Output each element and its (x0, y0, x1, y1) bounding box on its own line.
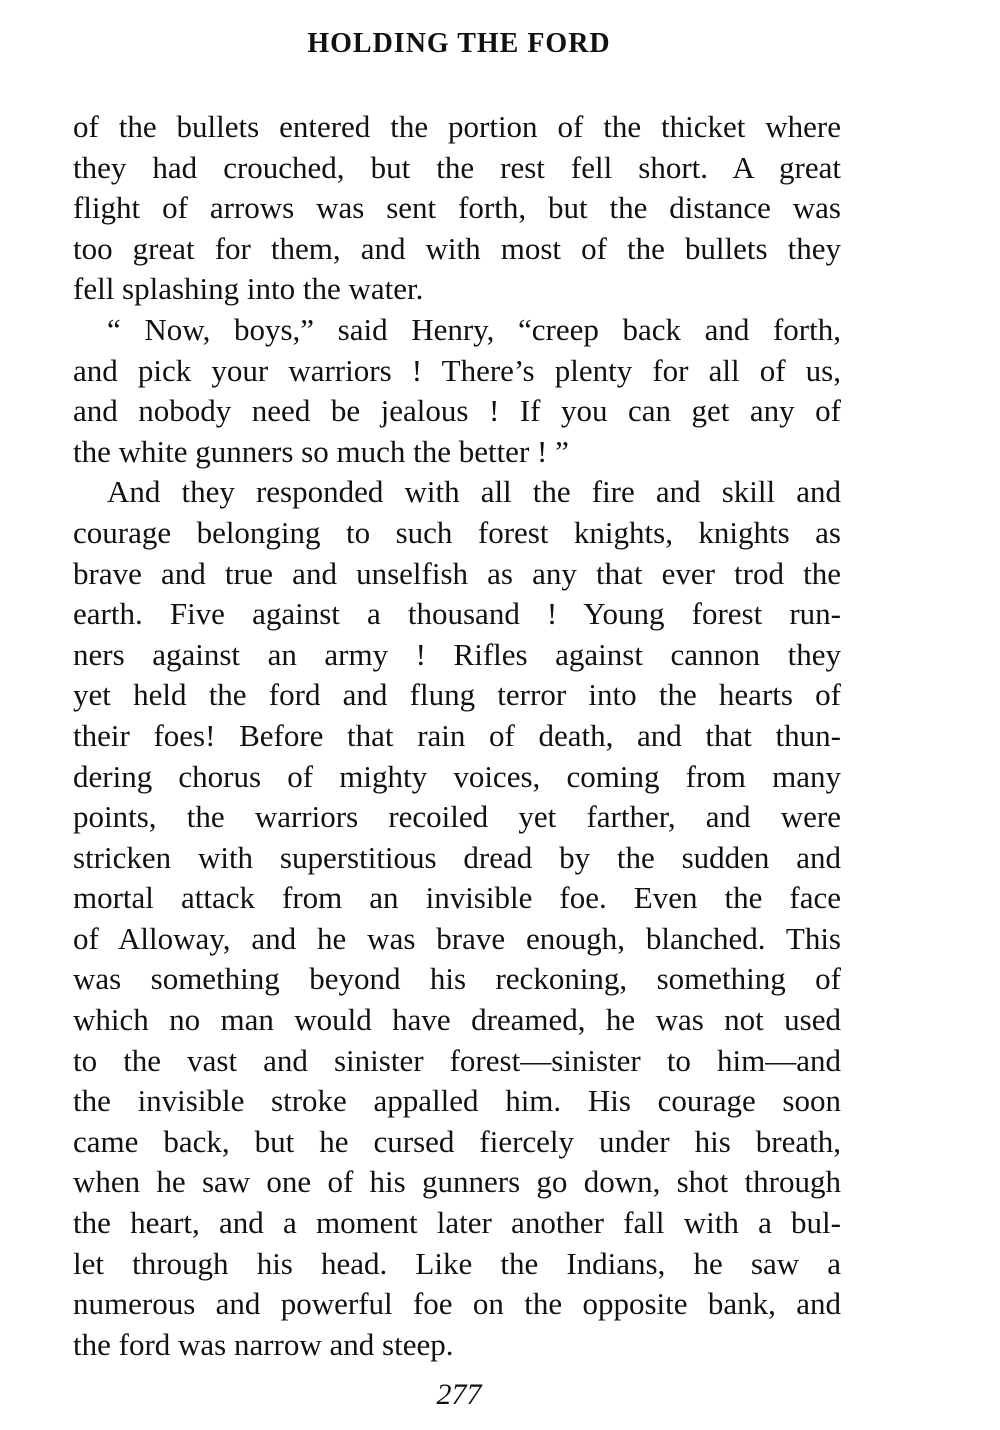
text-line: flight of arrows was sent forth, but the distance was (73, 190, 841, 226)
text-line: let through his head. Like the Indians, he saw a (73, 1245, 841, 1281)
text-line: fell splashing into the water. (73, 271, 424, 307)
text-line: ners against an army ! Rifles against cannon they (73, 636, 841, 672)
text-line: came back, but he cursed fiercely under his breath, (73, 1123, 841, 1159)
text-line: points, the warriors recoiled yet farther, and were (73, 799, 841, 835)
text-line: brave and true and unselfish as any that ever trod the (73, 555, 841, 591)
text-line: which no man would have dreamed, he was not used (73, 1002, 841, 1038)
text-line: the ford was narrow and steep. (73, 1326, 454, 1362)
body-text (73, 107, 841, 1365)
text-line: numerous and powerful foe on the opposite bank, and (73, 1286, 841, 1322)
text-line: and pick your warriors ! There’s plenty for all of us, (73, 352, 841, 388)
text-line: was something beyond his reckoning, something of (73, 961, 841, 997)
text-line: dering chorus of mighty voices, coming from many (73, 758, 841, 794)
text-line: their foes! Before that rain of death, and that thun- (73, 717, 841, 753)
text-line: yet held the ford and flung terror into the hearts of (73, 677, 841, 713)
text-line: the invisible stroke appalled him. His courage soon (73, 1083, 841, 1119)
text-line: the heart, and a moment later another fall with a bul- (73, 1205, 841, 1241)
text-line: they had crouched, but the rest fell short. A great (73, 149, 841, 185)
text-line: when he saw one of his gunners go down, shot through (73, 1164, 841, 1200)
page-number: 277 (436, 1378, 482, 1411)
text-line: of Alloway, and he was brave enough, blanched. This (73, 920, 841, 956)
text-line: the white gunners so much the better ! ” (73, 433, 569, 469)
text-line: “ Now, boys,” said Henry, “creep back and forth, (107, 311, 841, 347)
text-line: earth. Five against a thousand ! Young forest run- (73, 596, 841, 632)
text-line: courage belonging to such forest knights, knights as (73, 514, 841, 550)
running-head: HOLDING THE FORD (307, 28, 611, 59)
text-line: of the bullets entered the portion of the thicket where (73, 109, 841, 144)
text-line: and nobody need be jealous ! If you can get any of (73, 393, 841, 429)
text-line: too great for them, and with most of the bullets they (73, 230, 841, 266)
text-line: stricken with superstitious dread by the sudden and (73, 839, 841, 875)
text-line: to the vast and sinister forest—sinister to him—and (73, 1042, 841, 1078)
text-line: mortal attack from an invisible foe. Even the face (73, 880, 841, 916)
text-line: And they responded with all the fire and skill and (107, 474, 841, 510)
